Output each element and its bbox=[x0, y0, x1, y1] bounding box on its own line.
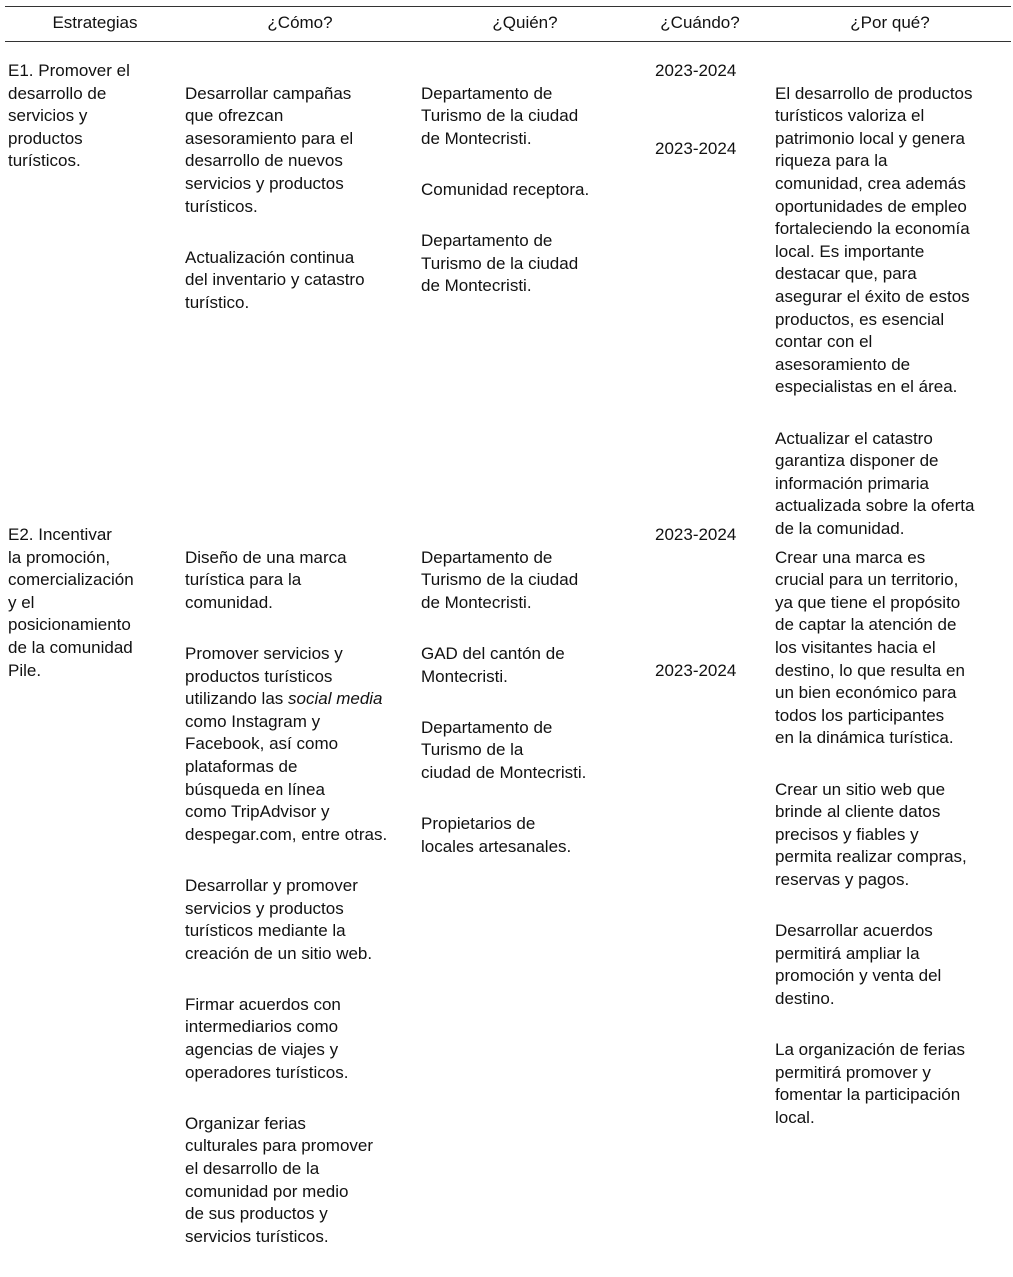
row2-como-item bbox=[185, 643, 425, 846]
header-como: ¿Cómo? bbox=[267, 13, 333, 32]
header-quien: ¿Quién? bbox=[492, 13, 558, 32]
row2-como bbox=[185, 524, 425, 1277]
row1-como-item: Desarrollar campañas que ofrezcan asesoramiento para el desarrollo de nuevos servicios y productos turísticos. bbox=[185, 83, 354, 216]
row2-porque-item: La organización de ferias permitirá promover y fomentar la participación local. bbox=[775, 1040, 965, 1127]
row2-cuando-2: 2023-2024 bbox=[655, 661, 737, 680]
row1-cuando-1: 2023-2024 bbox=[655, 61, 737, 80]
row1-como-item: Actualización continua del inventario y catastro turístico. bbox=[185, 247, 365, 312]
row2-porque bbox=[775, 524, 1011, 1158]
row2-como-item: Organizar ferias culturales para promover el desarrollo de la comunidad por medio de sus productos y servicios turísticos. bbox=[185, 1113, 374, 1246]
header-porque: ¿Por qué? bbox=[850, 13, 930, 32]
row1-quien-item: Departamento de Turismo de la ciudad de Montecristi. bbox=[421, 83, 579, 148]
row2-como-item: Firmar acuerdos con intermediarios como agencias de viajes y operadores turísticos. bbox=[185, 994, 349, 1082]
row2-como-item: Diseño de una marca turística para la comunidad. bbox=[185, 547, 347, 612]
row2-porque-item: Crear una marca es crucial para un territorio, ya que tiene el propósito de captar la atención de los visitantes hacia el destino, lo que resulta en un bien económico para todos los participantes en la dinámica turística. bbox=[775, 547, 965, 748]
row1-porque bbox=[775, 60, 1011, 569]
table-header-rule bbox=[5, 41, 1011, 42]
table-top-rule bbox=[5, 6, 1011, 7]
row2-cuando-1: 2023-2024 bbox=[655, 525, 737, 544]
row1-porque-item: Actualizar el catastro garantiza disponer de información primaria actualizada sobre la oferta de la comunidad. bbox=[775, 428, 975, 538]
row2-como-item: Desarrollar y promover servicios y productos turísticos mediante la creación de un sitio web. bbox=[185, 875, 373, 963]
header-cuando: ¿Cuándo? bbox=[660, 13, 740, 32]
row2-quien-item: Departamento de Turismo de la ciudad de Montecristi. bbox=[421, 717, 587, 782]
row1-quien-item: Departamento de Turismo de la ciudad de Montecristi. bbox=[421, 231, 579, 296]
row1-cuando-2: 2023-2024 bbox=[655, 139, 737, 158]
row2-quien-item: Departamento de Turismo de la ciudad de Montecristi. bbox=[421, 547, 579, 612]
row2-quien bbox=[421, 524, 651, 887]
row1-estrategia: E1. Promover el desarrollo de servicios y productos turísticos. bbox=[8, 61, 130, 171]
row2-como-text: como Instagram y Facebook, así como plataformas de búsqueda en línea como TripAdvisor y despegar.com, entre otras. bbox=[185, 711, 388, 844]
row1-quien bbox=[421, 60, 651, 327]
row2-porque-item: Desarrollar acuerdos permitirá ampliar la promoción y venta del destino. bbox=[775, 921, 942, 1008]
row1-porque-item: El desarrollo de productos turísticos valoriza el patrimonio local y genera riqueza para la comunidad, crea además oportunidades de empleo fortaleciendo la economía local. Es importante destacar que, para asegurar el éxito de estos productos, es esencial contar con el asesoramiento de especialistas en el área. bbox=[775, 83, 973, 397]
row1-como bbox=[185, 60, 420, 343]
header-estrategias: Estrategias bbox=[52, 13, 138, 32]
row2-como-text: Promover servicios y productos turísticos utilizando las bbox=[185, 643, 343, 709]
row2-estrategia: E2. Incentivar la promoción, comercialización y el posicionamiento de la comunidad Pile. bbox=[8, 525, 134, 680]
row2-quien-item: GAD del cantón de Montecristi. bbox=[421, 643, 565, 686]
row1-quien-item: Comunidad receptora. bbox=[421, 179, 590, 199]
row2-porque-item: Crear un sitio web que brinde al cliente datos precisos y fiables y permita realizar compras, reservas y pagos. bbox=[775, 779, 967, 889]
row2-como-emphasis: social media bbox=[288, 689, 383, 709]
row2-quien-item: Propietarios de locales artesanales. bbox=[421, 814, 572, 856]
